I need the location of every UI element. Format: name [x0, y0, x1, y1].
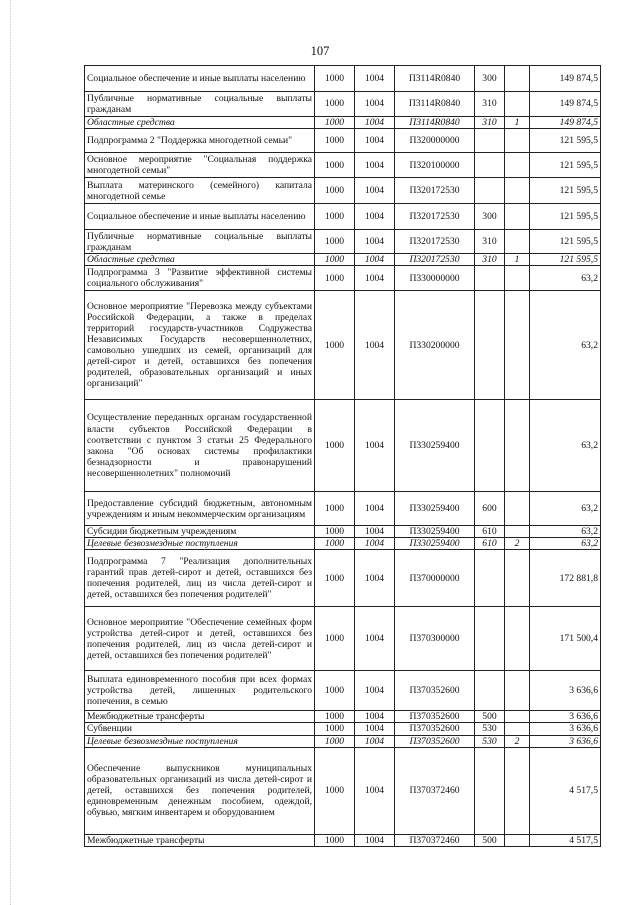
table-row	[85, 266, 601, 291]
row-amount: 3 636,6	[530, 723, 601, 735]
row-section-code: 1000	[315, 66, 355, 92]
row-section-code: 1000	[315, 230, 355, 254]
row-name: Целевые безвозмездные поступления	[85, 538, 315, 550]
row-section-code: 1000	[315, 834, 355, 846]
row-target-code: П330259400	[395, 526, 475, 538]
row-expense-type	[475, 266, 505, 291]
row-subsection-code: 1004	[355, 129, 395, 153]
row-target-code: П320100000	[395, 153, 475, 178]
row-section-code: 1000	[315, 400, 355, 492]
row-section-code: 1000	[315, 735, 355, 747]
row-target-code: П320172530	[395, 204, 475, 230]
row-amount: 121 595,5	[530, 204, 601, 230]
row-name: Обеспечение выпускников муниципальных образовательных организаций из числа детей-сирот и детей, оставшихся без попечения родителей, единовременным денежным пособием, одеждой, обувью, мягким инвентарем и оборудованием	[85, 747, 315, 834]
row-amount: 63,2	[530, 492, 601, 526]
row-amount: 63,2	[530, 291, 601, 400]
row-expense-type	[475, 607, 505, 671]
row-section-code: 1000	[315, 266, 355, 291]
row-source-code	[505, 178, 530, 204]
row-subsection-code: 1004	[355, 92, 395, 117]
row-amount: 3 636,6	[530, 671, 601, 711]
row-subsection-code: 1004	[355, 153, 395, 178]
table-row	[85, 92, 601, 117]
row-section-code: 1000	[315, 526, 355, 538]
table-row	[85, 254, 601, 266]
row-expense-type: 500	[475, 834, 505, 846]
row-name: Социальное обеспечение и иные выплаты населению	[85, 66, 315, 92]
row-subsection-code: 1004	[355, 538, 395, 550]
row-source-code	[505, 607, 530, 671]
row-source-code	[505, 204, 530, 230]
row-amount: 171 500,4	[530, 607, 601, 671]
row-section-code: 1000	[315, 153, 355, 178]
table-row	[85, 66, 601, 92]
row-section-code: 1000	[315, 117, 355, 129]
table-row	[85, 711, 601, 723]
row-amount: 3 636,6	[530, 735, 601, 747]
row-subsection-code: 1004	[355, 178, 395, 204]
row-subsection-code: 1004	[355, 204, 395, 230]
row-source-code	[505, 526, 530, 538]
table-row	[85, 671, 601, 711]
row-source-code	[505, 711, 530, 723]
row-name: Социальное обеспечение и иные выплаты населению	[85, 204, 315, 230]
table-row	[85, 204, 601, 230]
row-target-code: П330259400	[395, 538, 475, 550]
row-name: Областные средства	[85, 254, 315, 266]
row-source-code	[505, 230, 530, 254]
row-subsection-code: 1004	[355, 400, 395, 492]
row-target-code: П3114R0840	[395, 92, 475, 117]
row-section-code: 1000	[315, 178, 355, 204]
row-source-code	[505, 291, 530, 400]
row-target-code: П370300000	[395, 607, 475, 671]
row-expense-type	[475, 129, 505, 153]
table-row	[85, 117, 601, 129]
row-section-code: 1000	[315, 291, 355, 400]
row-amount: 172 881,8	[530, 550, 601, 607]
table-row	[85, 153, 601, 178]
row-expense-type: 530	[475, 723, 505, 735]
row-target-code: П320000000	[395, 129, 475, 153]
row-subsection-code: 1004	[355, 747, 395, 834]
row-amount: 63,2	[530, 400, 601, 492]
row-name: Предоставление субсидий бюджетным, автономным учреждениям и иным некоммерческим организациям	[85, 492, 315, 526]
row-name: Межбюджетные трансферты	[85, 834, 315, 846]
row-subsection-code: 1004	[355, 230, 395, 254]
table-row	[85, 834, 601, 846]
row-name: Выплата материнского (семейного) капитала многодетной семье	[85, 178, 315, 204]
row-amount: 63,2	[530, 538, 601, 550]
table-row	[85, 747, 601, 834]
row-amount: 149 874,5	[530, 117, 601, 129]
row-section-code: 1000	[315, 129, 355, 153]
row-target-code: П3114R0840	[395, 117, 475, 129]
row-source-code	[505, 266, 530, 291]
row-source-code	[505, 66, 530, 92]
row-target-code: П330259400	[395, 400, 475, 492]
row-expense-type: 530	[475, 735, 505, 747]
row-source-code	[505, 492, 530, 526]
row-target-code: П370372460	[395, 834, 475, 846]
row-subsection-code: 1004	[355, 526, 395, 538]
row-section-code: 1000	[315, 492, 355, 526]
row-subsection-code: 1004	[355, 266, 395, 291]
row-section-code: 1000	[315, 747, 355, 834]
row-amount: 121 595,5	[530, 178, 601, 204]
table-row	[85, 723, 601, 735]
row-expense-type: 600	[475, 492, 505, 526]
row-section-code: 1000	[315, 538, 355, 550]
row-section-code: 1000	[315, 550, 355, 607]
row-amount: 121 595,5	[530, 230, 601, 254]
row-source-code	[505, 550, 530, 607]
row-name: Основное мероприятие "Обеспечение семейных форм устройства детей-сирот и детей, оставшихся без попечения родителей, лиц из числа детей-сирот и детей, оставшихся без попечения родителей"	[85, 607, 315, 671]
row-section-code: 1000	[315, 607, 355, 671]
row-amount: 121 595,5	[530, 254, 601, 266]
row-section-code: 1000	[315, 671, 355, 711]
row-name: Основное мероприятие "Перевозка между субъектами Российской Федерации, а также в пределах территорий государств-участников Содружества Независимых Государств несовершеннолетних, самовольно ушедших из семей, организаций для детей-сирот и детей, оставшихся без попечения родителей, образовательных организаций и иных организаций"	[85, 291, 315, 400]
row-target-code: П330200000	[395, 291, 475, 400]
table-row	[85, 400, 601, 492]
table-row	[85, 526, 601, 538]
row-section-code: 1000	[315, 723, 355, 735]
row-target-code: П370000000	[395, 550, 475, 607]
row-expense-type	[475, 178, 505, 204]
row-amount: 63,2	[530, 266, 601, 291]
table-row	[85, 538, 601, 550]
row-name: Субвенции	[85, 723, 315, 735]
row-amount: 149 874,5	[530, 92, 601, 117]
row-name: Осуществление переданных органам государственной власти субъектов Российской Федерации в соответствии с пунктом 3 статьи 25 Федерального закона "Об основах системы профилактики безнадзорности и правонарушений несовершеннолетних" полномочий	[85, 400, 315, 492]
row-subsection-code: 1004	[355, 671, 395, 711]
row-source-code	[505, 834, 530, 846]
row-expense-type: 310	[475, 254, 505, 266]
row-amount: 4 517,5	[530, 834, 601, 846]
row-source-code	[505, 400, 530, 492]
row-expense-type: 610	[475, 538, 505, 550]
row-expense-type: 310	[475, 117, 505, 129]
row-amount: 121 595,5	[530, 129, 601, 153]
row-source-code	[505, 129, 530, 153]
row-name: Областные средства	[85, 117, 315, 129]
table-row	[85, 129, 601, 153]
row-subsection-code: 1004	[355, 735, 395, 747]
row-name: Публичные нормативные социальные выплаты гражданам	[85, 230, 315, 254]
row-target-code: П370352600	[395, 671, 475, 711]
row-target-code: П370352600	[395, 723, 475, 735]
row-subsection-code: 1004	[355, 607, 395, 671]
row-expense-type: 300	[475, 66, 505, 92]
row-name: Субсидии бюджетным учреждениям	[85, 526, 315, 538]
page-number: 107	[310, 44, 330, 58]
row-expense-type	[475, 747, 505, 834]
row-subsection-code: 1004	[355, 492, 395, 526]
table-row	[85, 291, 601, 400]
row-source-code: 1	[505, 254, 530, 266]
table-row	[85, 607, 601, 671]
row-source-code: 2	[505, 735, 530, 747]
row-expense-type	[475, 400, 505, 492]
scan-edge-marks	[10, 0, 14, 905]
budget-table-body	[85, 66, 601, 847]
row-expense-type: 610	[475, 526, 505, 538]
row-expense-type: 310	[475, 92, 505, 117]
row-target-code: П320172530	[395, 254, 475, 266]
row-name: Целевые безвозмездные поступления	[85, 735, 315, 747]
row-name: Подпрограмма 7 "Реализация дополнительных гарантий прав детей-сирот и детей, оставшихся без попечения родителей, лиц из числа детей-сирот и детей, оставшихся без попечения родителей"	[85, 550, 315, 607]
row-name: Основное мероприятие "Социальная поддержка многодетной семьи"	[85, 153, 315, 178]
row-target-code: П370352600	[395, 735, 475, 747]
row-expense-type: 300	[475, 204, 505, 230]
row-name: Выплата единовременного пособия при всех формах устройства детей, лишенных родительского попечения, в семью	[85, 671, 315, 711]
row-section-code: 1000	[315, 92, 355, 117]
row-expense-type: 500	[475, 711, 505, 723]
table-row	[85, 178, 601, 204]
row-source-code	[505, 747, 530, 834]
row-source-code: 2	[505, 538, 530, 550]
row-section-code: 1000	[315, 204, 355, 230]
row-section-code: 1000	[315, 254, 355, 266]
row-source-code	[505, 153, 530, 178]
table-row	[85, 735, 601, 747]
row-amount: 4 517,5	[530, 747, 601, 834]
row-expense-type: 310	[475, 230, 505, 254]
row-source-code	[505, 723, 530, 735]
row-target-code: П330000000	[395, 266, 475, 291]
row-expense-type	[475, 550, 505, 607]
row-amount: 63,2	[530, 526, 601, 538]
row-subsection-code: 1004	[355, 291, 395, 400]
row-expense-type	[475, 291, 505, 400]
row-source-code	[505, 92, 530, 117]
row-name: Межбюджетные трансферты	[85, 711, 315, 723]
row-name: Подпрограмма 3 "Развитие эффективной системы социального обслуживания"	[85, 266, 315, 291]
row-target-code: П370352600	[395, 711, 475, 723]
row-subsection-code: 1004	[355, 66, 395, 92]
row-target-code: П330259400	[395, 492, 475, 526]
row-amount: 3 636,6	[530, 711, 601, 723]
row-target-code: П370372460	[395, 747, 475, 834]
row-target-code: П320172530	[395, 178, 475, 204]
row-subsection-code: 1004	[355, 117, 395, 129]
table-row	[85, 492, 601, 526]
row-name: Подпрограмма 2 "Поддержка многодетной семьи"	[85, 129, 315, 153]
row-source-code	[505, 671, 530, 711]
row-expense-type	[475, 671, 505, 711]
row-source-code: 1	[505, 117, 530, 129]
row-subsection-code: 1004	[355, 834, 395, 846]
row-amount: 121 595,5	[530, 153, 601, 178]
row-amount: 149 874,5	[530, 66, 601, 92]
table-row	[85, 550, 601, 607]
row-subsection-code: 1004	[355, 254, 395, 266]
row-subsection-code: 1004	[355, 711, 395, 723]
row-expense-type	[475, 153, 505, 178]
budget-table	[84, 65, 601, 847]
row-target-code: П3114R0840	[395, 66, 475, 92]
row-subsection-code: 1004	[355, 723, 395, 735]
row-target-code: П320172530	[395, 230, 475, 254]
table-row	[85, 230, 601, 254]
row-name: Публичные нормативные социальные выплаты гражданам	[85, 92, 315, 117]
row-section-code: 1000	[315, 711, 355, 723]
row-subsection-code: 1004	[355, 550, 395, 607]
